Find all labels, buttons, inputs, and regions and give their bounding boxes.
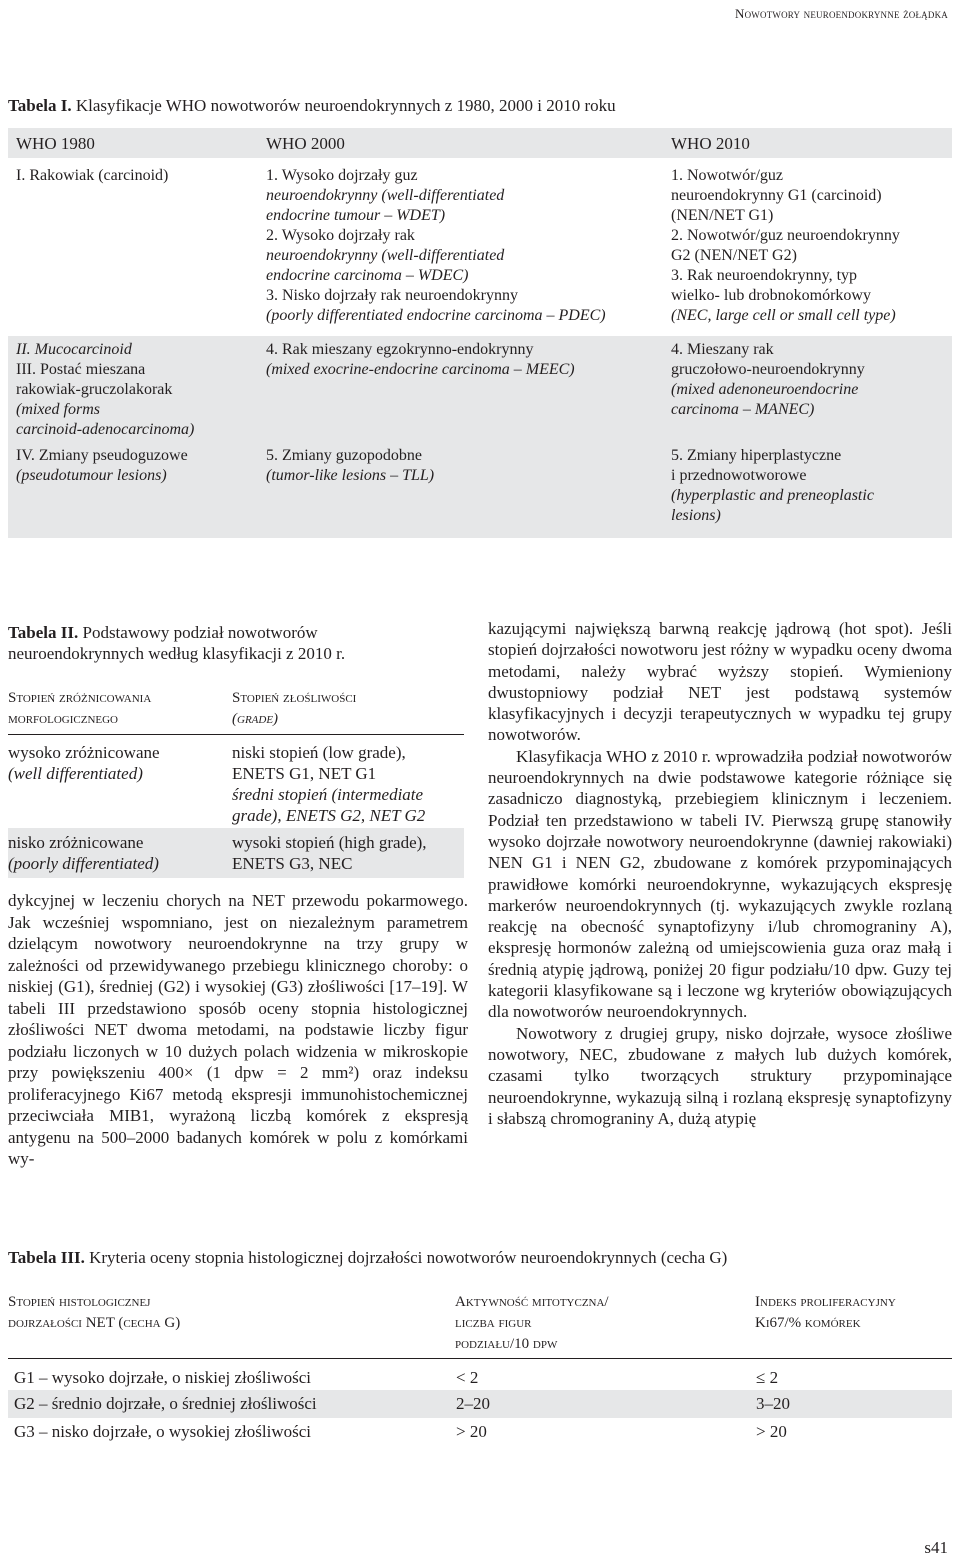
table1-row — [8, 340, 952, 440]
table-row — [8, 1364, 952, 1392]
table3-cell: G1 – wysoko dojrzałe, o niskiej złośliwości — [14, 1368, 311, 1387]
table1-header-row — [8, 128, 952, 158]
table1-row — [8, 166, 952, 326]
table3-cell: < 2 — [456, 1368, 479, 1387]
table3-cell: 2–20 — [456, 1394, 490, 1413]
table1-cell: 5. Zmiany hiperplastyczne i przednowotworowe (hyperplastic and preneoplastic lesions) — [663, 446, 952, 526]
table3-cell: > 20 — [456, 1422, 487, 1441]
table1-col-header: WHO 2010 — [663, 128, 952, 158]
table1-cell: 4. Mieszany rak gruczołowo-neuroendokrynny (mixed adenoneuroendocrine carcinoma – MANEC) — [663, 340, 952, 440]
table3-caption: Tabela III. Kryteria oceny stopnia histologicznej dojrzałości nowotworów neuroendokrynnych (cecha G) — [8, 1248, 728, 1267]
table3-header: Aktywność mitotyczna/ liczba figur podziału/10 dpw — [455, 1294, 609, 1352]
table2-cell: wysoki stopień (high grade), ENETS G3, NEC — [232, 833, 427, 873]
table2-label: Tabela II. — [8, 623, 79, 642]
body-text-right — [488, 618, 952, 1129]
page-number: s41 — [924, 1538, 948, 1557]
table3-header: Indeks proliferacyjny Ki67/% komórek — [755, 1294, 896, 1331]
table2-rule — [8, 734, 464, 735]
table1-col-header: WHO 2000 — [258, 128, 663, 158]
running-header: Nowotwory neuroendokrynne żołądka — [735, 6, 948, 21]
table1-cell: II. Mucocarcinoid III. Postać mieszana rakowiak-gruczolakorak (mixed forms carcinoid-adenocarcinoma) — [8, 340, 258, 440]
table3-cell: G2 – średnio dojrzałe, o średniej złośliwości — [14, 1394, 317, 1413]
table-row — [8, 1390, 952, 1418]
paragraph: kazującymi największą barwną reakcję jądrową (hot spot). Jeśli stopień dojrzałości nowotworu jest różny w wypadku oceny dwoma metodami, należy wybrać wyższy stopień. Wymieniony dwustopniowy podział NET jest podstawą systemów klasyfikacyjnych i decyzji terapeutycznych w wypadku tej grupy nowotworów. — [488, 619, 952, 745]
table3-label: Tabela III. — [8, 1248, 85, 1267]
table-row — [8, 1418, 952, 1446]
table2-cell: nisko zróżnicowane (poorly differentiated) — [8, 833, 159, 873]
table1-cell: IV. Zmiany pseudoguzowe (pseudotumour lesions) — [8, 446, 258, 526]
table1-caption — [8, 96, 616, 116]
table1-cell: 4. Rak mieszany egzokrynno-endokrynny (mixed exocrine-endocrine carcinoma – MEEC) — [258, 340, 663, 440]
body-text-left: dykcyjnej w leczeniu chorych na NET przewodu pokarmowego. Jak wcześniej wspomniano, jest on niezależnym parametrem dzielącym nowotwory neuroendokrynne na trzy grupy w zależności od przewidywanego przebiegu klinicznego choroby: o niskiej (G1), średniej (G2) i wysokiej (G3) złośliwości [17–19]. W tabeli III przedstawiono sposób oceny stopnia histologicznej złośliwości NET dwoma metodami, na podstawie liczby figur podziału liczonych w 10 dużych polach widzenia w mikroskopie przy powiększeniu 400× (1 dpw = 2 mm²) oraz indeksu proliferacyjnego Ki67 metodą ekspresji immunohistochemicznej przeciwciała MIB1, wyrażoną liczbą komórek z ekspresją antygenu na 500–2000 badanych komórek w polu z komórkami wy- — [8, 891, 468, 1168]
table1-label: Tabela I. — [8, 96, 72, 115]
table1-cell: 1. Wysoko dojrzały guz neuroendokrynny (well-differentiated endocrine tumour – WDET) 2. Wysoko dojrzały rak neuroendokrynny (well-differentiated endocrine carcinoma – WDEC) 3. Nisko dojrzały rak neuroendokrynny (poorly differentiated endocrine carcinoma – PDEC) — [266, 167, 606, 324]
paragraph: Klasyfikacja WHO z 2010 r. wprowadziła podział nowotworów neuroendokrynnych na dwie podstawowe kategorie różniące się zasadniczo diagnostyką, przebiegiem klinicznym i leczeniem. Podział ten przedstawiono w tabeli IV. Pierwszą grupę stanowiły wysoko dojrzałe nowotwory neuroendokrynne (dawniej rakowiaki) NEN G1 i NEN G2, zbudowane z komórek przypominających prawidłowe komórki neuroendokrynne, wykazujących ekspresję markerów neuroendokrynnych (tj. wykazujących zwykle rozlaną reakcję na obecność synaptofizyny i/lub chromograniny A), ekspresję hormonów zależną od umiejscowienia guza oraz małą i średnią atypię jądrową, poniżej 20 figur podziału/10 dpw. Guzy tej kategorii klasyfikowane są i leczone wg kryteriów obowiązujących dla nowotworów neuroendokrynnych. — [488, 746, 952, 1022]
table3-rule — [8, 1358, 952, 1359]
table3-cell: 3–20 — [756, 1394, 790, 1413]
table2-header-right: Stopień złośliwości (grade) — [232, 690, 357, 727]
table3-cell: G3 – nisko dojrzałe, o wysokiej złośliwości — [14, 1422, 311, 1441]
table2-header-left: Stopień zróżnicowania morfologicznego — [8, 690, 152, 727]
table1-cell: 1. Nowotwór/guz neuroendokrynny G1 (carcinoid) (NEN/NET G1) 2. Nowotwór/guz neuroendokrynny G2 (NEN/NET G2) 3. Rak neuroendokrynny, typ wielko- lub drobnokomórkowy (NEC, large cell or small cell type) — [671, 167, 900, 324]
table3-header: Stopień histologicznej dojrzałości NET (cecha G) — [8, 1294, 181, 1331]
table1-title: Klasyfikacje WHO nowotworów neuroendokrynnych z 1980, 2000 i 2010 roku — [75, 96, 616, 115]
table2-caption: Tabela II. Podstawowy podział nowotworów neuroendokrynnych według klasyfikacji z 2010 r. — [8, 623, 346, 663]
table3-cell: ≤ 2 — [756, 1368, 779, 1387]
table1-row — [8, 446, 952, 526]
table2-cell: niski stopień (low grade), ENETS G1, NET G1 średni stopień (intermediate grade), ENETS G2, NET G2 — [232, 743, 426, 825]
table2-cell: wysoko zróżnicowane (well differentiated) — [8, 743, 160, 783]
paragraph: Nowotwory z drugiej grupy, nisko dojrzałe, wysoce złośliwe nowotwory, NEC, zbudowane z małych lub dużych komórek, czasami tylko tworzących struktury przypominające neuroendokrynne, wykazują silną i rozlaną ekspresję synaptofizyny i słabszą chromograniny A, dużą atypię — [488, 1023, 952, 1128]
table3-cell: > 20 — [756, 1422, 787, 1441]
table1-cell: I. Rakowiak (carcinoid) — [16, 167, 169, 184]
table1-col-header: WHO 1980 — [8, 128, 258, 158]
table1 — [8, 128, 952, 538]
table1-cell: 5. Zmiany guzopodobne (tumor-like lesions – TLL) — [258, 446, 663, 526]
